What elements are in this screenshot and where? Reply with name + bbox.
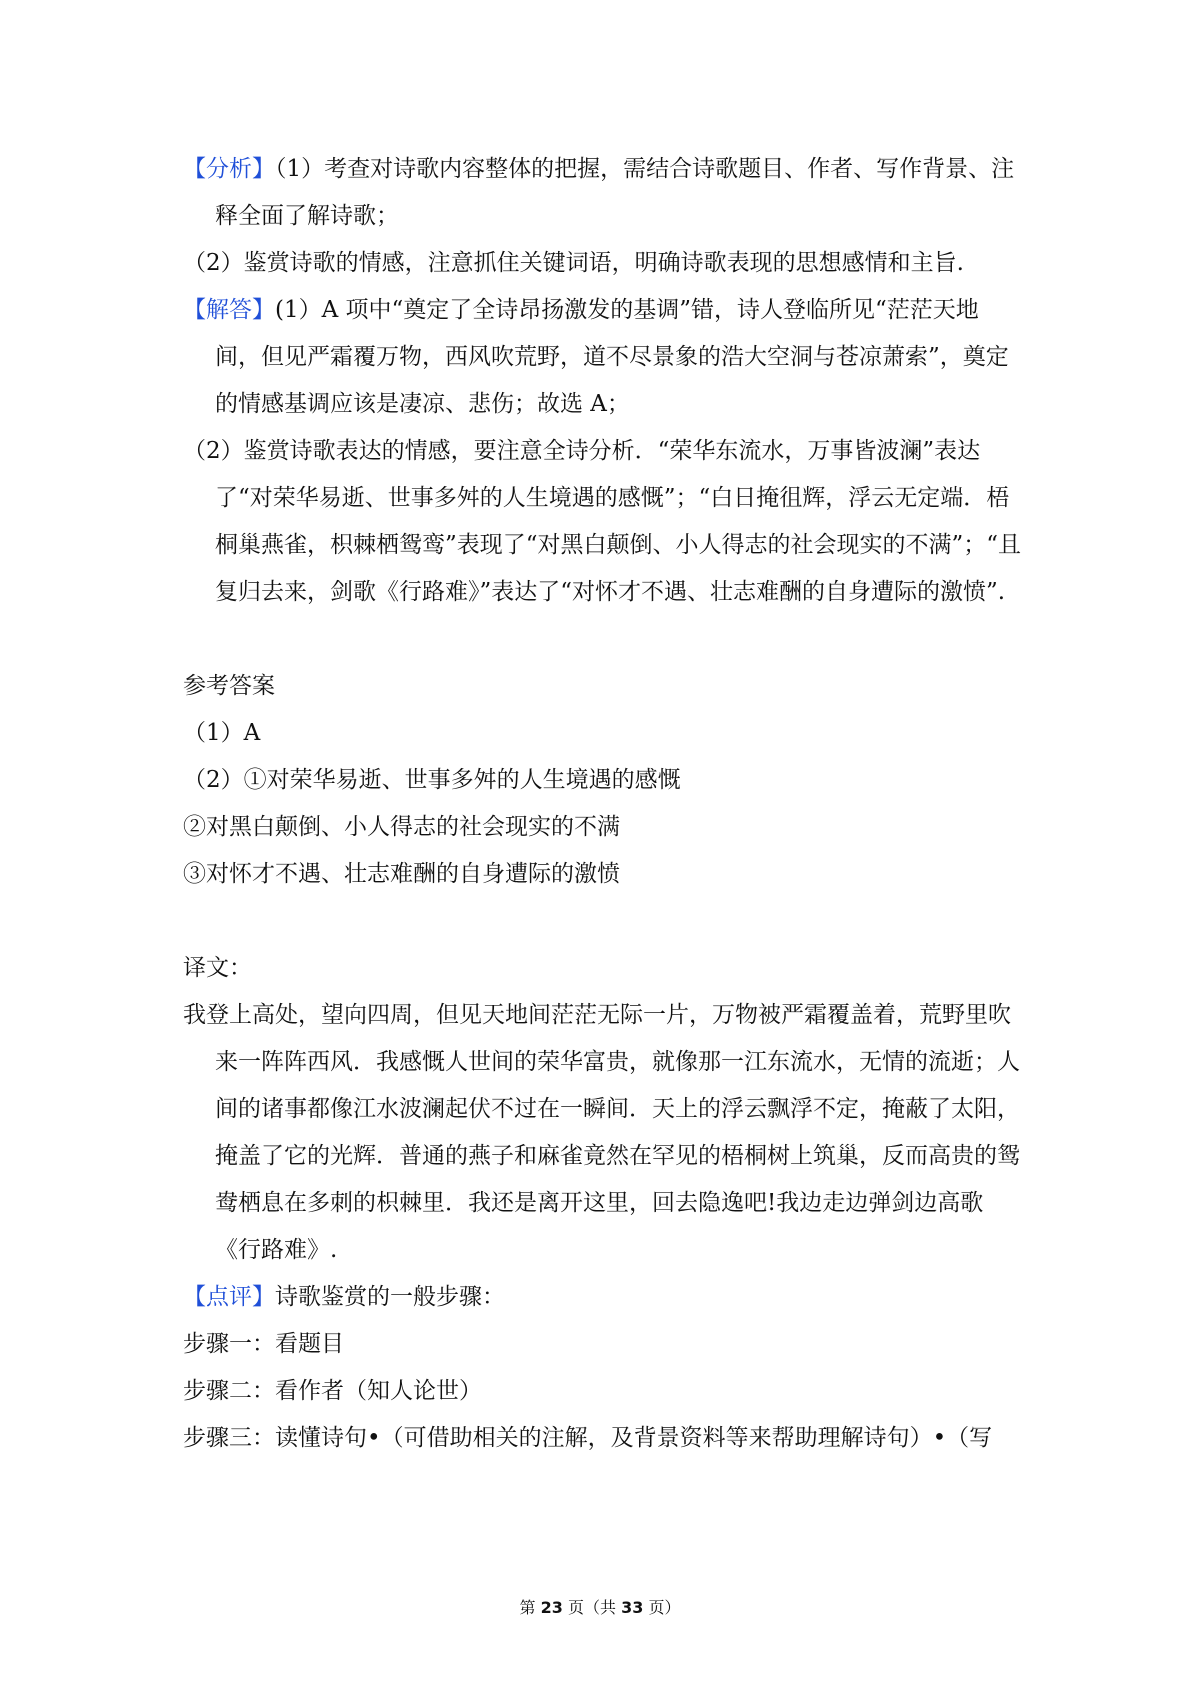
reference-item-2: （2）①对荣华易逝、世事多舛的人生境遇的感慨 <box>183 767 681 793</box>
translation-text: 我登上高处，望向四周，但见天地间茫茫无际一片，万物被严霜覆盖着，荒野里吹来一阵阵西风．我感慨人世间的荣华富贵，就像那一江东流水，无情的流逝；人间的诸事都像江水波澜起伏不过在一瞬间．天上的浮云飘浮不定，掩蔽了太阳，掩盖了它的光辉．普通的燕子和麻雀竟然在罕见的梧桐树上筑巢，反而高贵的鸳鸯栖息在多刺的枳棘里．我还是离开这里，回去隐逸吧!我边走边弹剑边高歌《行路难》. <box>183 1002 1020 1263</box>
reference-item-4: ③对怀才不遇、壮志难酬的自身遭际的激愤 <box>183 861 620 887</box>
comment-step-2: 步骤二：看作者（知人论世） <box>183 1378 482 1404</box>
analysis-paragraph-1 <box>183 146 1023 240</box>
comment-intro: 诗歌鉴赏的一般步骤： <box>275 1284 505 1310</box>
answer-paragraph-2: （2）鉴赏诗歌表达的情感，要注意全诗分析．“荣华东流水，万事皆波澜”表达了“对荣华易逝、世事多舛的人生境遇的感慨”；“白日掩徂辉，浮云无定端．梧桐巢燕雀，枳棘栖鸳鸾”表现了“对黑白颠倒、小人得志的社会现实的不满”；“且复归去来，剑歌《行路难》”表达了“对怀才不遇、壮志难酬的自身遭际的激愤”. <box>183 438 1022 605</box>
analysis-text-1: （1）考查对诗歌内容整体的把握，需结合诗歌题目、作者、写作背景、注释全面了解诗歌； <box>215 156 1015 229</box>
analysis-tag: 【分析】 <box>183 156 275 182</box>
total-page-count: 33 <box>621 1598 644 1617</box>
page-content <box>183 146 1023 1462</box>
answer-tag: 【解答】 <box>183 297 275 323</box>
answer-paragraph-1 <box>183 287 1023 428</box>
comment-paragraph <box>183 1274 1023 1321</box>
reference-item-3: ②对黑白颠倒、小人得志的社会现实的不满 <box>183 814 620 840</box>
current-page-number: 23 <box>540 1598 563 1617</box>
comment-tag: 【点评】 <box>183 1284 275 1310</box>
analysis-paragraph-2: （2）鉴赏诗歌的情感，注意抓住关键词语，明确诗歌表现的思想感情和主旨. <box>183 250 964 276</box>
translation-heading: 译文： <box>183 955 252 981</box>
reference-item-1: （1）A <box>183 720 261 746</box>
answer-text-1: (1）A 项中“奠定了全诗昂扬激发的基调”错，诗人登临所见“茫茫天地间，但见严霜覆万物，西风吹荒野，道不尽景象的浩大空洞与苍凉萧索”，奠定的情感基调应该是凄凉、悲伤；故选 A； <box>215 297 1009 417</box>
reference-heading: 参考答案 <box>183 673 275 699</box>
comment-step-1: 步骤一：看题目 <box>183 1331 344 1357</box>
page-footer: 第 23 页（共 33 页） <box>519 1598 681 1617</box>
comment-step-3: 步骤三：读懂诗句•（可借助相关的注解，及背景资料等来帮助理解诗句）•（写 <box>183 1425 993 1451</box>
